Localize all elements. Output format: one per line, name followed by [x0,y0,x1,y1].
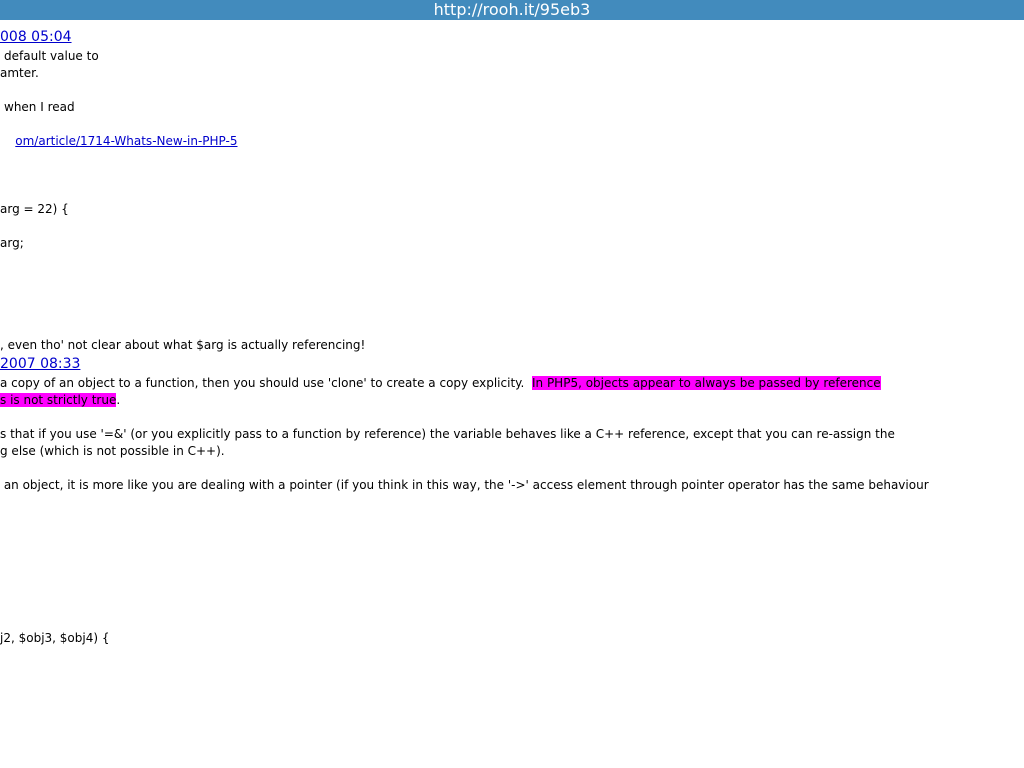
comment-text-line [0,392,120,409]
comment-text-line: s that if you use '=&' (or you explicitly pass to a function by reference) the variable behaves like a C++ reference, except that you can re-assign the [0,427,895,441]
comment-text-line: g else (which is not possible in C++). [0,444,225,458]
comment-text: . [116,393,121,407]
comment-date-link[interactable]: 008 05:04 [0,29,72,45]
comment-text-line: default value to [4,49,99,63]
highlighted-text: s is not strictly true [0,393,117,407]
code-line: arg = 22) { [0,202,69,216]
comment-text-line: an object, it is more like you are dealing with a pointer (if you think in this way, the '->' access element through pointer operator has the same behaviour [0,478,929,492]
comment-thread [0,20,1024,768]
comment-date-link[interactable]: 2007 08:33 [0,356,81,372]
code-line: j2, $obj3, $obj4) { [0,631,110,645]
article-link[interactable]: om/article/1714-Whats-New-in-PHP-5 [15,134,238,148]
comment-text-line: when I read [4,100,75,114]
url-text[interactable]: http://rooh.it/95eb3 [433,0,591,19]
comment-text: a copy of an object to a function, then you should use 'clone' to create a copy explicity. [0,376,532,390]
comment-text-line [0,375,881,392]
highlighted-text: In PHP5, objects appear to always be passed by reference [531,376,881,390]
article-link-line [0,116,238,167]
comment-text-line: , even tho' not clear about what $arg is actually referencing! [0,338,366,352]
comment-text-line: amter. [0,66,39,80]
url-bar[interactable] [0,0,1024,20]
code-line: arg; [0,236,24,250]
